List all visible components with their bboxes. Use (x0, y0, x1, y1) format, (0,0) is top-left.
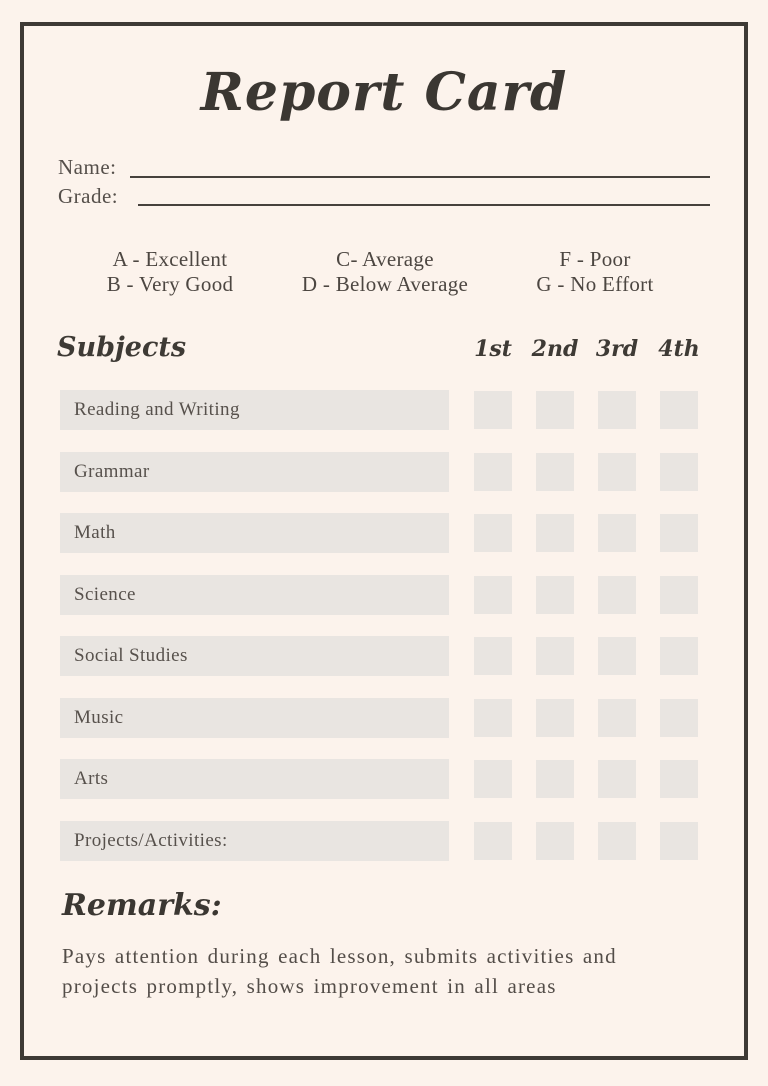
grade-cell[interactable] (660, 822, 698, 860)
remarks-heading: Remarks: (62, 888, 222, 923)
grade-cell[interactable] (536, 514, 574, 552)
subject-label: Arts (74, 768, 109, 789)
grade-cell[interactable] (536, 822, 574, 860)
grade-cell[interactable] (598, 576, 636, 614)
grade-cell[interactable] (660, 514, 698, 552)
subject-label: Social Studies (74, 645, 188, 666)
subject-label: Projects/Activities: (74, 830, 228, 851)
key-line-g: G - No Effort (536, 272, 654, 296)
subjects-heading: Subjects (57, 332, 187, 363)
subject-label: Music (74, 707, 124, 728)
grading-key-column-cd (275, 247, 495, 297)
table-row (0, 452, 768, 492)
table-row (0, 575, 768, 615)
grading-key-column-fg (505, 247, 685, 297)
grade-cell[interactable] (474, 514, 512, 552)
grade-cell[interactable] (598, 514, 636, 552)
grade-cell[interactable] (598, 760, 636, 798)
grade-cell[interactable] (474, 576, 512, 614)
grade-cell[interactable] (474, 699, 512, 737)
subject-bar (60, 759, 449, 799)
grade-cell[interactable] (660, 760, 698, 798)
table-row (0, 698, 768, 738)
grade-cell[interactable] (474, 822, 512, 860)
grade-cell[interactable] (474, 391, 512, 429)
grade-cell[interactable] (660, 576, 698, 614)
remarks-line-2: projects promptly, shows improvement in all areas (62, 974, 557, 998)
quarter-header-3rd: 3rd (595, 336, 639, 362)
quarter-header-4th: 4th (658, 336, 700, 362)
subject-bar (60, 452, 449, 492)
key-line-b: B - Very Good (106, 272, 234, 296)
subject-bar (60, 821, 449, 861)
key-line-c: C- Average (336, 247, 434, 271)
subject-bar (60, 698, 449, 738)
grade-cell[interactable] (660, 699, 698, 737)
name-label: Name: (58, 155, 117, 179)
grade-input-line[interactable] (138, 184, 710, 206)
subject-bar (60, 636, 449, 676)
subject-label: Reading and Writing (74, 399, 240, 420)
grade-cell[interactable] (536, 637, 574, 675)
subject-label: Grammar (74, 461, 150, 482)
quarter-header-2nd: 2nd (531, 336, 579, 362)
table-row (0, 390, 768, 430)
grade-cell[interactable] (536, 760, 574, 798)
table-row (0, 759, 768, 799)
remarks-line-1: Pays attention during each lesson, submits activities and (62, 944, 617, 968)
name-input-line[interactable] (130, 156, 710, 178)
grade-cell[interactable] (660, 391, 698, 429)
grade-label: Grade: (58, 184, 119, 208)
table-row (0, 636, 768, 676)
quarter-header-1st: 1st (474, 336, 512, 362)
key-line-f: F - Poor (559, 247, 631, 271)
page-title: Report Card (200, 62, 568, 123)
grade-cell[interactable] (536, 453, 574, 491)
grade-cell[interactable] (598, 391, 636, 429)
subject-label: Science (74, 584, 136, 605)
grade-cell[interactable] (536, 391, 574, 429)
grade-cell[interactable] (536, 576, 574, 614)
subject-bar (60, 390, 449, 430)
table-row (0, 821, 768, 861)
grade-cell[interactable] (660, 637, 698, 675)
grade-cell[interactable] (536, 699, 574, 737)
table-row (0, 513, 768, 553)
grade-cell[interactable] (660, 453, 698, 491)
subject-bar (60, 575, 449, 615)
grade-cell[interactable] (598, 822, 636, 860)
grading-key-column-ab (70, 247, 270, 297)
grade-cell[interactable] (598, 453, 636, 491)
remarks-text (62, 941, 732, 1001)
subject-bar (60, 513, 449, 553)
grade-cell[interactable] (598, 637, 636, 675)
key-line-a: A - Excellent (112, 247, 228, 271)
subject-label: Math (74, 522, 116, 543)
grade-cell[interactable] (474, 760, 512, 798)
key-line-d: D - Below Average (301, 272, 469, 296)
grade-cell[interactable] (474, 453, 512, 491)
grade-cell[interactable] (598, 699, 636, 737)
grade-cell[interactable] (474, 637, 512, 675)
